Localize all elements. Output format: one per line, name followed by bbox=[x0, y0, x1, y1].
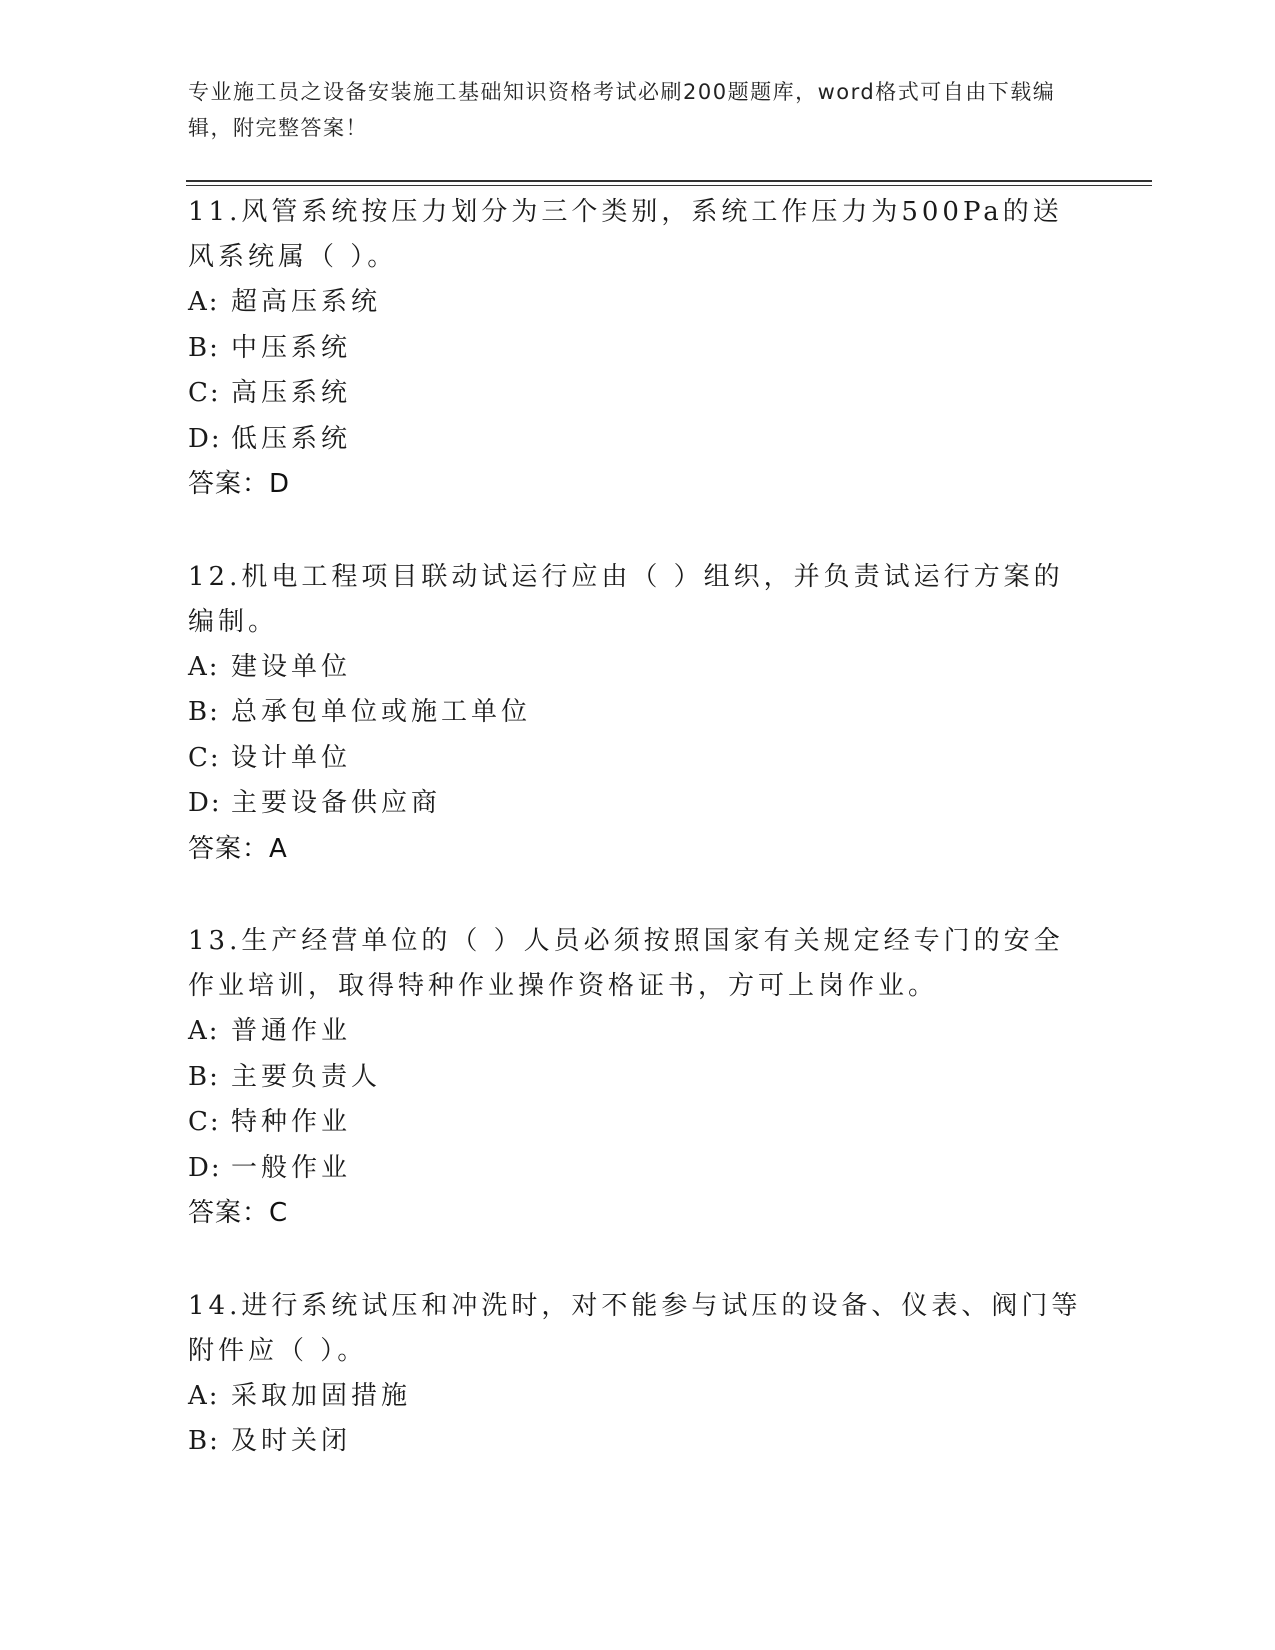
option-text: 及时关闭 bbox=[231, 1426, 352, 1456]
option-a bbox=[188, 1374, 1088, 1420]
option-letter: A: bbox=[188, 1380, 220, 1411]
option-b bbox=[188, 690, 1088, 736]
option-letter: D: bbox=[188, 1152, 222, 1183]
option-d bbox=[188, 417, 1088, 463]
question-text: 12.机电工程项目联动试运行应由（ ）组织，并负责试运行方案的编制。 bbox=[188, 561, 1064, 637]
option-letter: B: bbox=[188, 332, 220, 363]
option-text: 主要负责人 bbox=[231, 1061, 382, 1092]
question-text: 11.风管系统按压力划分为三个类别，系统工作压力为500Pa的送风系统属（ ）。 bbox=[188, 197, 1063, 272]
question-14 bbox=[188, 1284, 1088, 1465]
option-text: 高压系统 bbox=[231, 378, 352, 408]
option-text: 中压系统 bbox=[231, 332, 352, 363]
option-text: 超高压系统 bbox=[231, 287, 382, 317]
option-b bbox=[188, 1419, 1088, 1465]
option-letter: C: bbox=[188, 378, 221, 408]
option-letter: D: bbox=[188, 423, 222, 454]
question-text: 14.进行系统试压和冲洗时，对不能参与试压的设备、仪表、阀门等附件应（ ）。 bbox=[188, 1290, 1082, 1366]
option-c bbox=[188, 736, 1088, 782]
option-text: 总承包单位或施工单位 bbox=[231, 697, 532, 727]
option-letter: B: bbox=[188, 1426, 220, 1456]
option-text: 普通作业 bbox=[231, 1016, 352, 1046]
answer-line: 答案：A bbox=[188, 833, 288, 864]
answer-line: 答案：D bbox=[188, 469, 291, 499]
option-c bbox=[188, 371, 1088, 417]
option-a bbox=[188, 280, 1088, 326]
option-text: 设计单位 bbox=[231, 742, 352, 773]
option-letter: A: bbox=[188, 1016, 220, 1046]
option-letter: D: bbox=[188, 788, 222, 818]
question-12 bbox=[188, 555, 1088, 873]
option-a bbox=[188, 645, 1088, 691]
option-letter: A: bbox=[188, 287, 220, 317]
option-text: 低压系统 bbox=[231, 423, 352, 454]
option-b bbox=[188, 1055, 1088, 1101]
header-rule-thick bbox=[186, 180, 1152, 182]
option-text: 建设单位 bbox=[231, 651, 352, 682]
option-text: 一般作业 bbox=[231, 1152, 352, 1183]
option-letter: B: bbox=[188, 697, 220, 727]
option-a bbox=[188, 1009, 1088, 1055]
option-letter: C: bbox=[188, 1107, 221, 1137]
question-13 bbox=[188, 919, 1088, 1237]
question-list bbox=[188, 190, 1088, 1465]
option-letter: B: bbox=[188, 1061, 220, 1092]
question-11 bbox=[188, 190, 1088, 508]
option-text: 特种作业 bbox=[231, 1107, 352, 1137]
option-b bbox=[188, 326, 1088, 372]
answer-line: 答案：C bbox=[188, 1198, 289, 1228]
option-d bbox=[188, 781, 1088, 827]
option-d bbox=[188, 1146, 1088, 1192]
question-text: 13.生产经营单位的（ ）人员必须按照国家有关规定经专门的安全作业培训，取得特种作业操作资格证书，方可上岗作业。 bbox=[188, 926, 1064, 1001]
option-letter: C: bbox=[188, 742, 221, 773]
option-c bbox=[188, 1100, 1088, 1146]
header-rule-thin bbox=[186, 185, 1152, 186]
option-text: 采取加固措施 bbox=[231, 1380, 412, 1411]
option-letter: A: bbox=[188, 651, 220, 682]
document-header: 专业施工员之设备安装施工基础知识资格考试必刷200题题库，word格式可自由下载编辑，附完整答案！ bbox=[188, 80, 1056, 140]
option-text: 主要设备供应商 bbox=[231, 788, 442, 818]
